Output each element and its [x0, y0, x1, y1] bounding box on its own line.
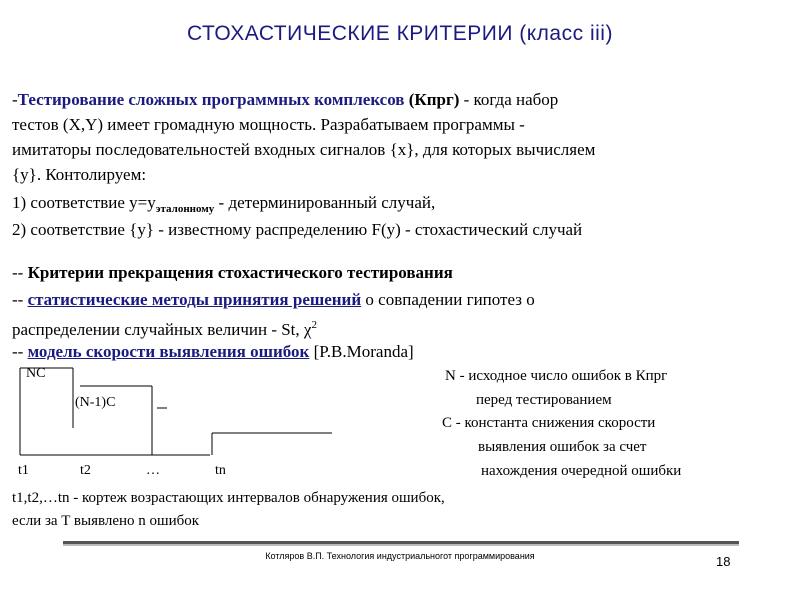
footer-divider-shadow [63, 544, 739, 546]
graph-label-dots: … [146, 463, 160, 478]
legend-line1: N - исходное число ошибок в Кпрг [445, 368, 668, 384]
graph-label-tn: tn [215, 463, 226, 478]
step-graph [0, 360, 340, 460]
p2-line4-prefix: -- [12, 342, 28, 361]
legend-line5: нахождения очередной ошибки [481, 463, 682, 479]
p1-prefix: - [12, 90, 18, 109]
p2-line1 [12, 263, 453, 283]
p2-line4-rest: [P.B.Moranda] [309, 342, 414, 361]
p1-item2: 2) соответствие {y} - известному распределению F(y) - стохастический случай [12, 220, 583, 239]
p2-line1-prefix: -- [12, 263, 28, 282]
p2-line1-text: Критерии прекращения стохастического тестирования [27, 263, 453, 282]
p1-rest1: - когда набор [459, 90, 559, 109]
p1-highlight: Тестирование сложных программных комплексов [17, 90, 405, 109]
p1-abbr: (Кпрг) [408, 90, 460, 109]
p1-line2: тестов (X,Y) имеет громадную мощность. Разрабатываем программы - [12, 115, 525, 134]
bottom-line2: если за T выявлено n ошибок [12, 513, 200, 529]
p1-line4: {y}. Контолируем: [12, 165, 147, 184]
page-number: 18 [716, 554, 731, 569]
bottom-line1: t1,t2,…tn - кортеж возрастающих интервалов обнаружения ошибок, [12, 490, 445, 506]
p1-line3: имитаторы последовательностей входных сигналов {x}, для которых вычисляем [12, 140, 596, 159]
p2-line4-highlight: модель скорости выявления ошибок [27, 342, 310, 361]
p2-line3-text: распределении случайных величин - St, χ [12, 320, 312, 339]
graph-label-n1c: (N-1)C [75, 395, 116, 410]
p1-line1 [12, 90, 558, 110]
p2-line2-prefix: -- [12, 290, 28, 309]
p2-line2 [12, 290, 535, 310]
legend-line2: перед тестированием [476, 392, 612, 408]
p2-line4 [12, 342, 414, 362]
p2-line3-sup: 2 [311, 319, 317, 331]
graph-label-t2: t2 [80, 463, 91, 478]
p1-item1-a: 1) соответствие y=y [12, 193, 156, 212]
legend-line3: С - константа снижения скорости [442, 415, 656, 431]
p1-item1-b: - детерминированный случай, [214, 193, 436, 212]
graph-label-nc: NC [26, 366, 46, 381]
slide-title: СТОХАСТИЧЕСКИЕ КРИТЕРИИ (класс iii) [187, 22, 613, 45]
graph-label-t1: t1 [18, 463, 29, 478]
footer-text: Котляров В.П. Технология индустриальногот программирования [265, 551, 535, 561]
p2-line2-rest: о совпадении гипотез о [361, 290, 535, 309]
p2-line3 [12, 315, 317, 340]
p1-item1-sub: эталонному [155, 203, 215, 215]
p1-item1 [12, 193, 435, 219]
legend-line4: выявления ошибок за счет [478, 439, 647, 455]
p2-line2-highlight: статистические методы принятия решений [27, 290, 362, 309]
